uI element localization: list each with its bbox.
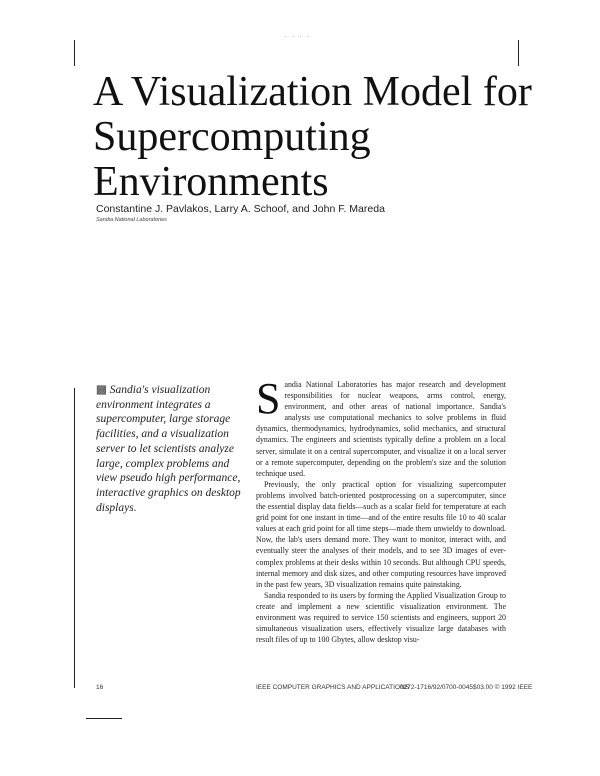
author-list: Constantine J. Pavlakos, Larry A. Schoof, and John F. Mareda (96, 203, 385, 215)
pull-quote (96, 383, 244, 515)
journal-name: IEEE COMPUTER GRAPHICS AND APPLICATIONS (256, 684, 410, 691)
pull-quote-text: Sandia's visualization environment integrates a supercomputer, large storage facilities, and a visualization server to let scientists analyze large, complex problems and view pseudo high performance, interactive graphics on desktop displays. (96, 384, 241, 514)
page-number: 16 (96, 684, 104, 691)
left-margin-rule (74, 388, 75, 688)
body-paragraph (256, 374, 506, 479)
title-line: Environments (93, 159, 329, 205)
title-line: A Visualization Model for (93, 69, 532, 115)
title-line: Supercomputing (93, 114, 371, 160)
article-title (93, 69, 532, 205)
article-body (256, 374, 506, 645)
top-rule-right (518, 40, 519, 66)
drop-cap: S (256, 374, 281, 423)
affiliation: Sandia National Laboratories (96, 217, 167, 223)
bottom-rule (86, 718, 122, 719)
body-paragraph: Sandia responded to its users by forming the Applied Visualization Group to create and implement a new scientific visualization environment. The environment was required to service 150 scientists and engineers, support 20 simultaneous visualization users, effectively visualize large databases with result files of up to 100 Gbytes, allow desktop visu- (256, 590, 506, 645)
body-paragraph-text: andia National Laboratories has major research and development responsibilities for nuclear weapons, arms control, energy, environment, and other areas of national importance. Sandia's analysts use computational mechanics to solve problems in fluid dynamics, thermodynamics, hydrodynamics, solid mechanics, and structural dynamics. The engineers and scientists typically define a problem on a local server, simulate it on a central supercomputer, and visualize it on a local server or a remote supercomputer, depending on the problem's size and the solution technique used. (256, 380, 506, 478)
copyright-line: 0272-1716/92/0700-0045$03.00 © 1992 IEEE (400, 684, 533, 691)
body-paragraph: Previously, the only practical option for visualizing supercomputer problems involved batch-oriented postprocessing on a supercomputer, since the essential display data fields—such as a scalar field for temperature at each grid point for one instant in time—and of the entire results file 10 to 40 scalar values at each grid point for all time steps—made them unwieldy to download. Now, the lab's users demand more. They want to monitor, interact with, and eventually steer the analyses of their models, and to see 3D images of ever-complex problems at their desks within 10 seconds. But although CPU speeds, internal memory and disk sizes, and other computing resources have improved in the past few years, 3D visualization remains quite painstaking. (256, 479, 506, 589)
top-rule-left (74, 40, 75, 66)
pull-quote-mark-icon: ▩ (96, 384, 107, 396)
header-marks: . . . . (285, 33, 311, 39)
